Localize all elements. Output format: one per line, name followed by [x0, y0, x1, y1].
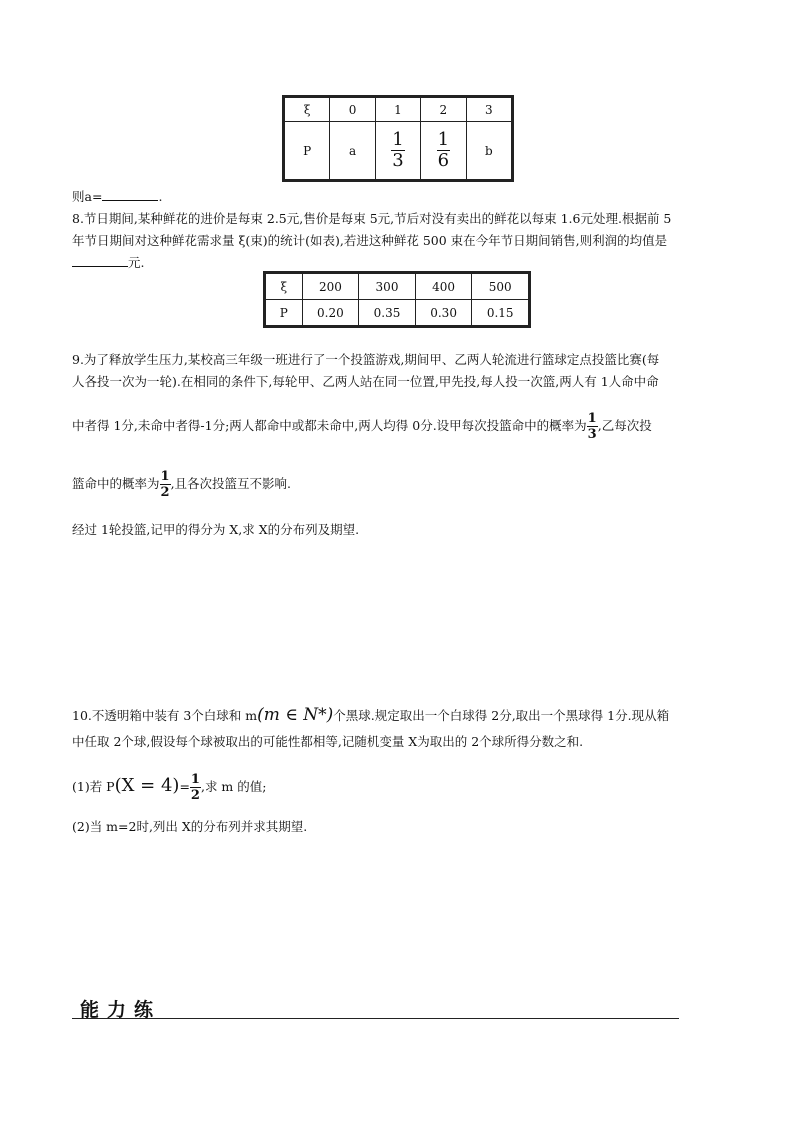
q10-line-1-tail: 个黑球.规定取出一个白球得 2分,取出一个黑球得 1分.现从箱 — [333, 708, 670, 723]
q8-unit: 元. — [128, 255, 145, 270]
fraction-numerator: 1 — [437, 129, 450, 150]
q10-line-1-text: 10.不透明箱中装有 3个白球和 m — [72, 708, 258, 723]
section-divider — [72, 1018, 679, 1019]
q10-line-1 — [72, 700, 669, 731]
q9-line-4-text: 篮命中的概率为 — [72, 476, 160, 491]
q8-line-1: 8.节日期间,某种鲜花的进价是每束 2.5元,售价是每束 5元,节后对没有卖出的鲜花以每束 1.6元处理.根据前 5 — [72, 211, 672, 226]
table2-header-500: 500 — [472, 273, 530, 300]
table1-header-0: 0 — [330, 97, 375, 122]
table1-header-1: 1 — [375, 97, 420, 122]
q9-line-4 — [72, 466, 291, 502]
fraction-denominator: 2 — [160, 485, 170, 500]
table2-header-300: 300 — [359, 273, 416, 300]
q8-line-2: 年节日期间对这种鲜花需求量 ξ(束)的统计(如表),若进这种鲜花 500 束在今年节日期间销售,则利润的均值是 — [72, 233, 668, 248]
fraction-one-third — [391, 131, 404, 170]
answer-blank — [102, 200, 158, 201]
q10-part-1-tail: ,求 m 的值; — [200, 779, 267, 794]
section-title: 能力练 — [80, 999, 162, 1021]
q9-line-1: 9.为了释放学生压力,某校高三年级一班进行了一个投篮游戏,期间甲、乙两人轮流进行篮球定点投篮比赛(每 — [72, 352, 660, 367]
table2-cell-p500: 0.15 — [472, 300, 530, 327]
q7-answer-line — [72, 188, 162, 206]
q10-part-1-eq: = — [179, 779, 190, 794]
q9-line-3-text: 中者得 1分,未命中者得-1分;两人都命中或都未命中,两人均得 0分.设甲每次投篮命中的概率为 — [72, 418, 587, 433]
table2-header-xi: ξ — [265, 273, 303, 300]
table1-row-label: P — [284, 122, 330, 181]
q10-part-1 — [72, 768, 266, 805]
q9-line-2: 人各投一次为一轮).在相同的条件下,每轮甲、乙两人站在同一位置,甲先投,每人投一次篮,两人有 1人命中命 — [72, 374, 659, 389]
table1-cell-a: a — [330, 122, 375, 181]
table2-cell-p300: 0.35 — [359, 300, 416, 327]
table1-header-2: 2 — [421, 97, 466, 122]
table1-cell-one-third — [375, 122, 420, 181]
fraction-one-half — [160, 470, 171, 499]
q10-part-2: (2)当 m=2时,列出 X的分布列并求其期望. — [72, 819, 308, 834]
table2-row-label: P — [265, 300, 303, 327]
table2-cell-p200: 0.20 — [302, 300, 359, 327]
fraction-numerator: 1 — [587, 411, 597, 426]
q7-prefix: 则a= — [72, 189, 103, 204]
fraction-denominator: 3 — [587, 427, 597, 442]
fraction-numerator: 1 — [392, 129, 404, 150]
table1-header-xi: ξ — [284, 97, 330, 122]
q9-line-3 — [72, 408, 652, 444]
q10-part-1-math: (X = 4) — [114, 775, 180, 796]
distribution-table-2 — [263, 271, 531, 328]
q10-line-2: 中任取 2个球,假设每个球被取出的可能性都相等,记随机变量 X为取出的 2个球所得分数之和. — [72, 734, 584, 749]
fraction-denominator: 2 — [190, 788, 200, 803]
table1-cell-b: b — [466, 122, 512, 181]
fraction-numerator: 1 — [160, 469, 170, 484]
table1-header-3: 3 — [466, 97, 512, 122]
q10-part-1-text: (1)若 P — [72, 779, 115, 794]
fraction-denominator: 3 — [392, 150, 404, 171]
q9-line-4-tail: ,且各次投篮互不影响. — [170, 476, 292, 491]
q10-math-condition: (m ∈ N*) — [257, 705, 334, 725]
fraction-numerator: 1 — [190, 772, 200, 787]
fraction-one-half — [190, 773, 201, 802]
q9-line-3-tail: ,乙每次投 — [597, 418, 652, 433]
distribution-table-1 — [282, 95, 514, 182]
answer-blank — [72, 266, 128, 267]
q7-suffix: . — [158, 189, 163, 204]
fraction-one-third — [587, 412, 598, 441]
fraction-one-sixth — [437, 131, 450, 170]
q8-line-3 — [72, 254, 144, 272]
table2-cell-p400: 0.30 — [415, 300, 472, 327]
q9-line-5: 经过 1轮投篮,记甲的得分为 X,求 X的分布列及期望. — [72, 522, 360, 537]
fraction-denominator: 6 — [437, 150, 450, 171]
table2-header-200: 200 — [302, 273, 359, 300]
table1-cell-one-sixth — [421, 122, 466, 181]
table2-header-400: 400 — [415, 273, 472, 300]
